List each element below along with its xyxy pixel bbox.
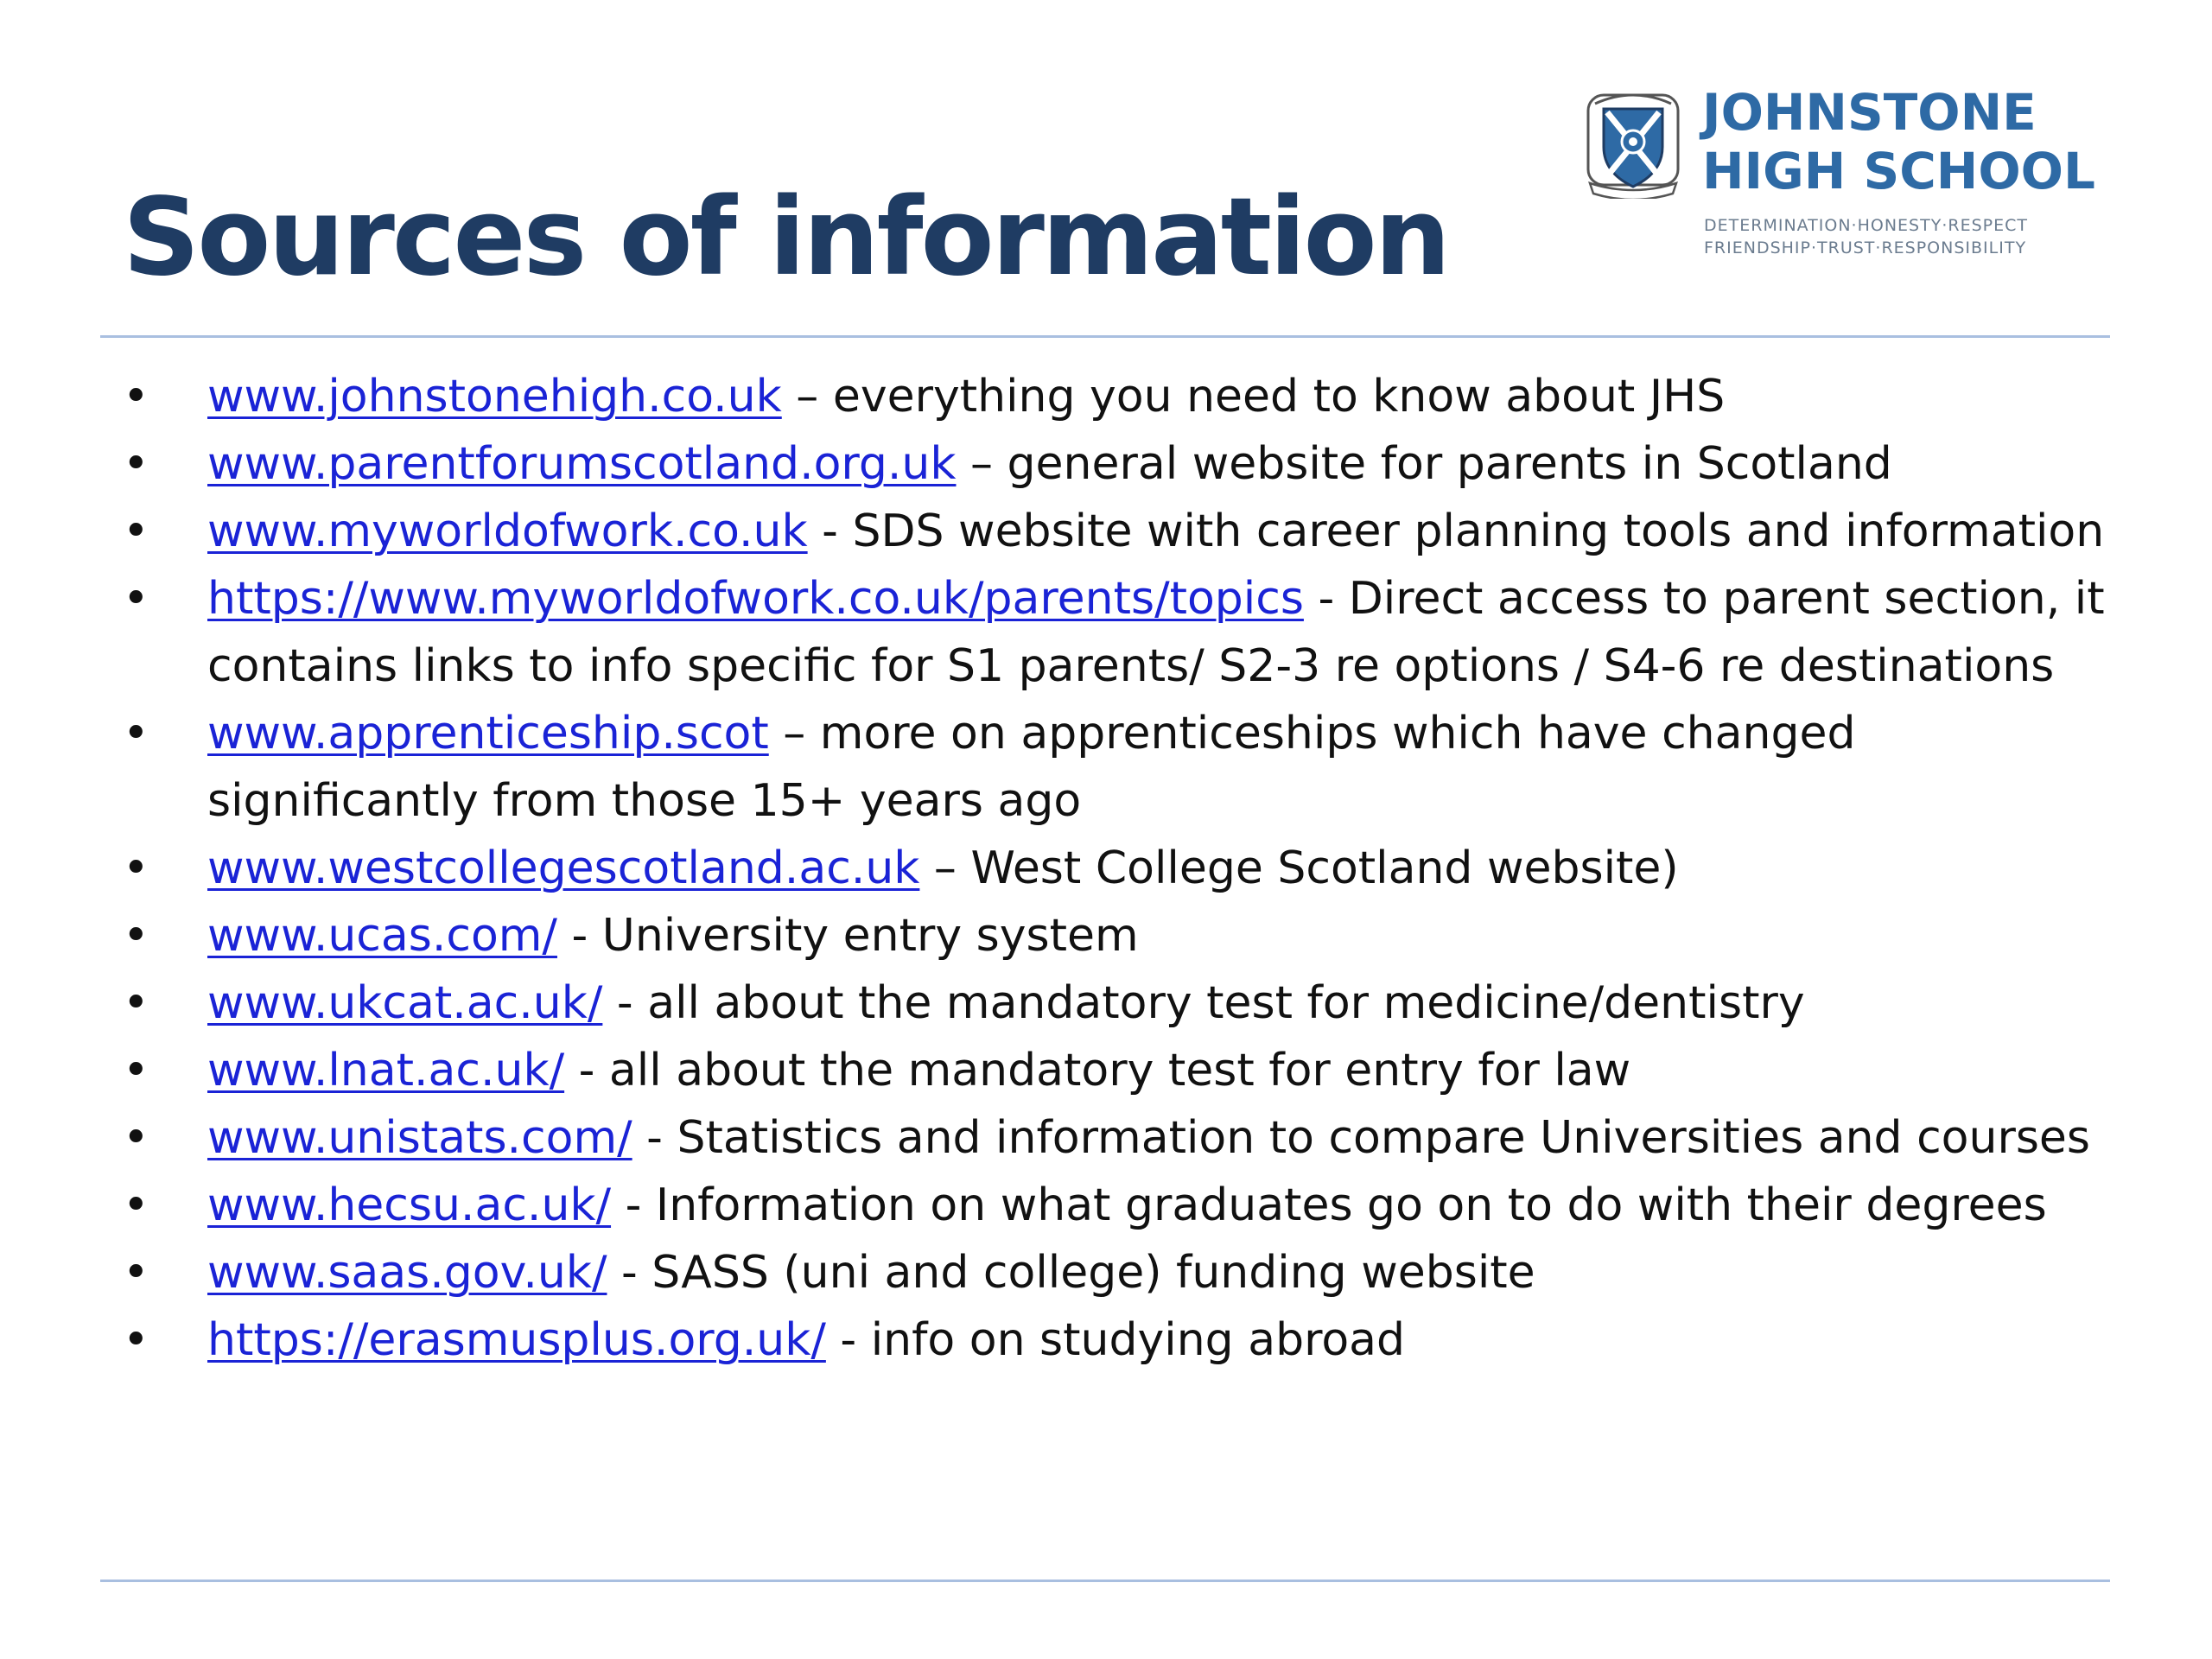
source-description: - SASS (uni and college) funding website xyxy=(607,1247,1535,1299)
source-item xyxy=(123,902,2136,969)
source-description: – West College Scotland website) xyxy=(919,842,1679,894)
source-item xyxy=(123,700,2136,835)
source-description: - all about the mandatory test for medicine/dentistry xyxy=(602,977,1805,1029)
sources-list xyxy=(123,363,2136,1374)
source-link[interactable]: www.parentforumscotland.org.uk xyxy=(207,438,957,490)
bullet-icon: • xyxy=(123,371,149,423)
source-link[interactable]: https://erasmusplus.org.uk/ xyxy=(207,1314,826,1366)
source-item xyxy=(123,430,2136,498)
source-item xyxy=(123,1172,2136,1239)
source-item xyxy=(123,835,2136,902)
source-link[interactable]: www.ukcat.ac.uk/ xyxy=(207,977,603,1029)
bullet-icon: • xyxy=(123,1045,149,1096)
source-item xyxy=(123,498,2136,565)
source-item xyxy=(123,363,2136,430)
school-name xyxy=(1702,83,2095,200)
source-item xyxy=(123,1306,2136,1374)
bullet-icon: • xyxy=(123,1314,149,1366)
bullet-icon: • xyxy=(123,573,149,625)
motto-line1: DETERMINATION·HONESTY·RESPECT xyxy=(1704,216,2028,235)
bullet-icon: • xyxy=(123,708,149,760)
source-description: - info on studying abroad xyxy=(825,1314,1406,1366)
source-link[interactable]: www.lnat.ac.uk/ xyxy=(207,1045,565,1096)
school-name-line1: JOHNSTONE xyxy=(1702,83,2037,142)
school-crest-icon xyxy=(1583,86,1683,199)
source-link[interactable]: www.apprenticeship.scot xyxy=(207,708,769,760)
source-link[interactable]: www.saas.gov.uk/ xyxy=(207,1247,607,1299)
page-title: Sources of information xyxy=(123,175,1449,300)
source-link[interactable]: https://www.myworldofwork.co.uk/parents/topics xyxy=(207,573,1304,625)
bullet-icon: • xyxy=(123,977,149,1029)
source-link[interactable]: www.myworldofwork.co.uk xyxy=(207,505,808,557)
bullet-icon: • xyxy=(123,1247,149,1299)
source-description: – more on apprenticeships which have changed significantly from those 15+ years ago xyxy=(207,708,1856,827)
source-item xyxy=(123,565,2136,700)
school-logo xyxy=(1583,83,2145,264)
source-item xyxy=(123,1037,2136,1104)
bullet-icon: • xyxy=(123,505,149,557)
source-item xyxy=(123,1239,2136,1306)
source-description: - Direct access to parent section, it contains links to info specific for S1 parents/ S2-3 re options / S4-6 re destinations xyxy=(207,573,2105,692)
title-divider xyxy=(100,335,2110,338)
source-description: - SDS website with career planning tools and information xyxy=(807,505,2105,557)
source-description: – general website for parents in Scotland xyxy=(956,438,1892,490)
source-link[interactable]: www.johnstonehigh.co.uk xyxy=(207,371,782,423)
source-item xyxy=(123,1104,2136,1172)
bullet-icon: • xyxy=(123,438,149,490)
bullet-icon: • xyxy=(123,1179,149,1231)
source-description: - Statistics and information to compare Universities and courses xyxy=(632,1112,2090,1164)
bullet-icon: • xyxy=(123,910,149,962)
school-name-line2: HIGH SCHOOL xyxy=(1702,142,2095,200)
motto-line2: FRIENDSHIP·TRUST·RESPONSIBILITY xyxy=(1704,238,2027,257)
source-link[interactable]: www.unistats.com/ xyxy=(207,1112,632,1164)
footer-divider xyxy=(100,1580,2110,1582)
bullet-icon: • xyxy=(123,1112,149,1164)
source-link[interactable]: www.hecsu.ac.uk/ xyxy=(207,1179,612,1231)
source-item xyxy=(123,969,2136,1037)
source-description: - Information on what graduates go on to do with their degrees xyxy=(611,1179,2047,1231)
source-description: - University entry system xyxy=(556,910,1139,962)
school-motto xyxy=(1704,214,2028,259)
source-description: - all about the mandatory test for entry for law xyxy=(564,1045,1631,1096)
source-link[interactable]: www.ucas.com/ xyxy=(207,910,557,962)
bullet-icon: • xyxy=(123,842,149,894)
source-description: – everything you need to know about JHS xyxy=(781,371,1726,423)
source-link[interactable]: www.westcollegescotland.ac.uk xyxy=(207,842,920,894)
